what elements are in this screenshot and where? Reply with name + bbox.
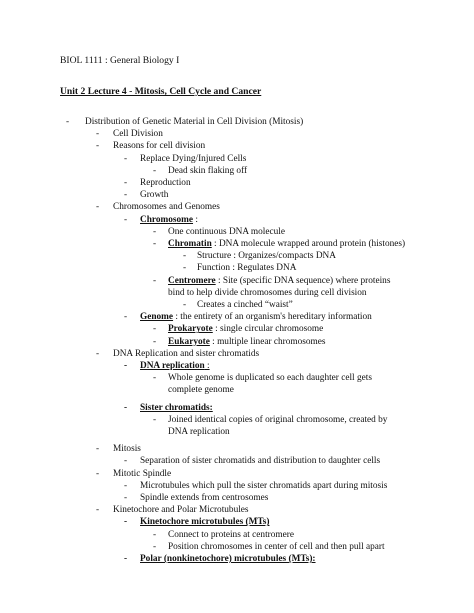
term-label: Sister chromatids: — [140, 402, 213, 413]
outline-text — [113, 443, 408, 455]
text-run: Growth — [140, 190, 169, 201]
bullet-dash: - — [124, 402, 128, 413]
bullet-dash: - — [153, 414, 157, 425]
text-run: Replace Dying/Injured Cells — [140, 153, 247, 164]
bullet-dash: - — [96, 141, 100, 152]
bullet-dash: - — [153, 239, 157, 249]
bullet-dash: - — [153, 373, 157, 384]
outline-text — [140, 177, 408, 189]
text-run: Chromosomes and Genomes — [113, 202, 220, 213]
outline-text — [168, 165, 408, 177]
outline-text — [140, 402, 408, 414]
text-run: Separation of sister chromatids and distribution to daughter cells — [140, 456, 381, 467]
bullet-dash: - — [124, 312, 128, 323]
text-run: : multiple linear chromosomes — [209, 336, 326, 347]
bullet-dash: - — [124, 153, 128, 164]
outline-text — [140, 214, 408, 226]
term-label: DNA replication — [140, 361, 205, 371]
text-run: Joined identical copies of original chromosome, created by DNA replication — [168, 414, 388, 437]
bullet-dash: - — [96, 505, 100, 516]
text-run: Distribution of Genetic Material in Cell Division (Mitosis) — [85, 117, 304, 127]
outline-text — [168, 372, 408, 396]
bullet-dash: - — [96, 468, 100, 479]
term-label: Kinetochore microtubules (MTs) — [140, 517, 270, 528]
text-run: Creates a cinched “waist” — [197, 300, 293, 310]
text-run: Mitosis — [113, 444, 141, 455]
outline-text — [197, 262, 408, 274]
term-label: Chromosome — [140, 214, 194, 225]
bullet-dash: - — [96, 444, 100, 455]
term-label: Prokaryote — [168, 324, 213, 335]
outline-text — [113, 128, 408, 140]
bullet-dash: - — [153, 541, 157, 552]
outline-text — [113, 468, 408, 480]
outline-text — [168, 275, 408, 299]
lecture-title: Unit 2 Lecture 4 - Mitosis, Cell Cycle and Cancer — [60, 86, 262, 97]
outline-text — [197, 250, 408, 262]
outline-text — [140, 189, 408, 201]
term-label: Eukaryote — [168, 336, 210, 347]
text-run: Reasons for cell division — [113, 141, 206, 152]
text-run: Whole genome is duplicated so each daughter cell gets complete genome — [168, 373, 372, 396]
text-run: Cell Division — [113, 129, 163, 140]
outline-text — [140, 516, 408, 528]
bullet-dash: - — [153, 165, 157, 176]
outline-text — [113, 348, 408, 360]
text-run: : — [193, 214, 198, 225]
text-run: : single circular chromosome — [212, 324, 324, 335]
outline-text — [140, 553, 408, 565]
bullet-dash: - — [124, 178, 128, 188]
outline-text — [168, 238, 408, 250]
outline-text — [168, 226, 408, 238]
bullet-dash: - — [153, 324, 157, 335]
text-run: Connect to proteins at centromere — [168, 529, 294, 540]
outline-text — [168, 323, 408, 335]
bullet-dash: - — [124, 493, 128, 503]
bullet-dash: - — [153, 275, 157, 286]
bullet-dash: - — [124, 480, 128, 491]
outline-text — [140, 492, 408, 504]
bullet-dash: - — [153, 529, 157, 540]
term-label: Centromere — [168, 275, 216, 286]
bullet-dash: - — [183, 263, 187, 274]
outline-text — [140, 311, 408, 323]
outline-text — [113, 140, 408, 152]
text-run: : DNA molecule wrapped around protein (histones) — [211, 239, 406, 249]
outline-text — [140, 455, 408, 467]
text-run: Structure : Organizes/compacts DNA — [197, 251, 336, 262]
text-run: : the entirety of an organism's hereditary information — [173, 312, 372, 323]
outline-text — [113, 504, 408, 516]
bullet-dash: - — [124, 517, 128, 528]
outline-text — [168, 336, 408, 348]
outline-text — [85, 116, 408, 128]
term-label: Polar (nonkinetochore) microtubules (MTs): — [140, 554, 316, 564]
bullet-dash: - — [153, 226, 157, 237]
text-run: Reproduction — [140, 178, 191, 188]
text-run: DNA Replication and sister chromatids — [113, 348, 260, 359]
outline-text — [168, 414, 408, 438]
bullet-dash: - — [124, 456, 128, 467]
outline-text — [140, 153, 408, 165]
text-run: : — [204, 361, 210, 371]
outline-text — [140, 360, 408, 372]
term-label: Genome — [140, 312, 174, 323]
text-run: Spindle extends from centrosomes — [140, 493, 269, 503]
bullet-dash: - — [96, 348, 100, 359]
outline-text — [168, 541, 408, 553]
text-run: Kinetochore and Polar Microtubules — [113, 505, 249, 516]
bullet-dash: - — [66, 117, 70, 127]
bullet-dash: - — [183, 251, 187, 262]
course-title: BIOL 1111 : General Biology I — [60, 55, 180, 66]
term-label: Chromatin — [168, 239, 212, 249]
bullet-dash: - — [96, 202, 100, 213]
bullet-dash: - — [183, 300, 187, 310]
bullet-dash: - — [124, 214, 128, 225]
bullet-dash: - — [96, 129, 100, 140]
text-run: Dead skin flaking off — [168, 165, 248, 176]
text-run: : Site (specific DNA sequence) where proteins bind to help divide chromosomes during cell division — [168, 275, 391, 298]
text-run: Position chromosomes in center of cell and then pull apart — [168, 541, 385, 552]
text-run: Mitotic Spindle — [113, 468, 172, 479]
outline-text — [140, 480, 408, 492]
text-run: One continuous DNA molecule — [168, 226, 285, 237]
text-run: Function : Regulates DNA — [197, 263, 297, 274]
bullet-dash: - — [124, 361, 128, 371]
text-run: Microtubules which pull the sister chromatids apart during mitosis — [140, 480, 388, 491]
outline-text — [197, 299, 408, 311]
bullet-dash: - — [124, 190, 128, 201]
bullet-dash: - — [153, 336, 157, 347]
outline-text — [168, 529, 408, 541]
outline-text — [113, 201, 408, 213]
bullet-dash: - — [124, 554, 128, 564]
